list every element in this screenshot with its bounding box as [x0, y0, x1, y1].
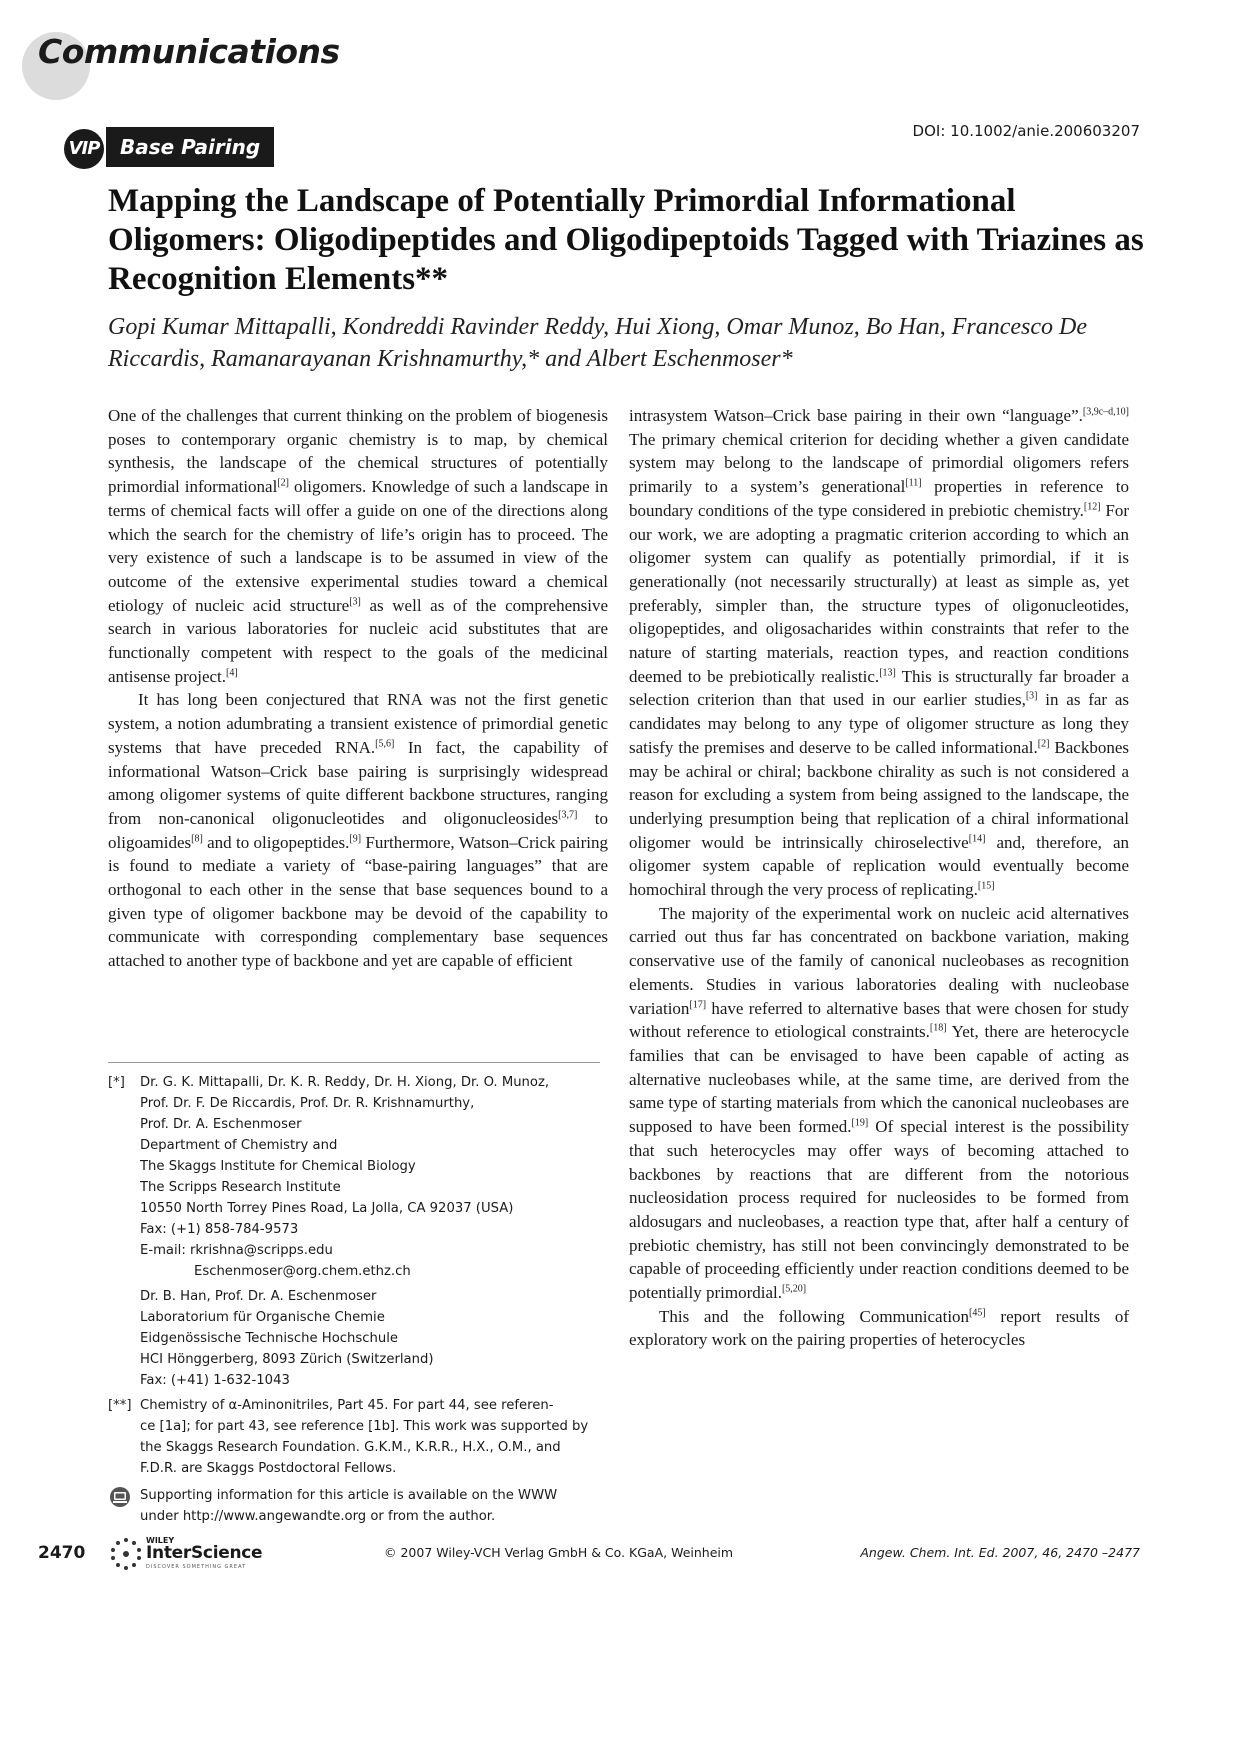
- affiliation-line: Prof. Dr. F. De Riccardis, Prof. Dr. R. Krishnamurthy,: [140, 1096, 475, 1111]
- body-column-left: [108, 404, 608, 973]
- affiliation-line: Dr. G. K. Mittapalli, Dr. K. R. Reddy, Dr. H. Xiong, Dr. O. Munoz,: [140, 1075, 550, 1090]
- affiliation-line: Eidgenössische Technische Hochschule: [140, 1331, 399, 1346]
- paragraph-text: One of the challenges that current thinking on the problem of biogenesis poses to contemporary organic chemistry is to map, by chemical synthesis, the landscape of the chemical structures of potentially primordial informational: [108, 406, 608, 497]
- paragraph-text: Furthermore, Watson–Crick pairing is found to mediate a variety of “base-pairing languages” that are orthogonal to each other in the sense that base sequences bound to a given type of oligomer backbone may be devoid of the capability to communicate with corresponding complementary base sequences attached to another type of backbone and yet are capable of efficient: [108, 832, 608, 971]
- paragraph-text: For our work, we are adopting a pragmatic criterion according to which an oligomer system can qualify as potentially primordial, if it is generationally (not necessarily structurally) at least as simple as, yet preferably, simpler than, the structure types of oligonucleotides, oligopeptides, and oligosacharides within constraints that refer to the nature of starting materials, reaction types, and reaction conditions deemed to be prebiotically realistic.: [629, 500, 1129, 686]
- ack-line: F.D.R. are Skaggs Postdoctoral Fellows.: [140, 1461, 397, 1476]
- footnote-mark: [**]: [108, 1398, 132, 1413]
- citation-ref[interactable]: [14]: [968, 833, 986, 844]
- paragraph-text: intrasystem Watson–Crick base pairing in their own “language”.: [629, 406, 1083, 425]
- citation-ref[interactable]: [2]: [1037, 738, 1050, 750]
- citation-ref[interactable]: [17]: [689, 998, 707, 1010]
- paragraph-text: The primary chemical criterion for deciding whether a given candidate system may belong to the landscape of primordial oligomers refers primarily to a system’s generational: [629, 429, 1129, 497]
- paragraph-text: as well as of the comprehensive search in various laboratories for nucleic acid substitutes that are functionally competent with respect to the goals of the medicinal antisense project.: [108, 595, 609, 686]
- body-paragraph: [108, 688, 608, 972]
- ack-line: Chemistry of α-Aminonitriles, Part 45. For part 44, see referen-: [140, 1398, 554, 1413]
- citation-ref[interactable]: [2]: [277, 477, 289, 489]
- journal-citation: Angew. Chem. Int. Ed. 2007, 46, 2470 –2477: [860, 1545, 1140, 1560]
- affiliation-line: 10550 North Torrey Pines Road, La Jolla, CA 92037 (USA): [140, 1201, 514, 1216]
- paragraph-text: in as far as candidates may belong to any type of oligomer structure as long they satisfy the premises and deserve to be called informational.: [629, 690, 1130, 757]
- paragraph-text: and to oligopeptides.: [202, 832, 350, 852]
- affiliation-line: The Skaggs Institute for Chemical Biology: [140, 1159, 416, 1174]
- author-list: Gopi Kumar Mittapalli, Kondreddi Ravinder Reddy, Hui Xiong, Omar Munoz, Bo Han, Francesco De Riccardis, Ramanarayanan Krishnamurthy,* and Albert Eschenmoser*: [108, 314, 1088, 372]
- footnotes: [108, 1072, 608, 1527]
- page-number: 2470: [38, 1543, 86, 1563]
- paragraph-text: report results of exploratory work on the pairing properties of heterocycles: [629, 1306, 1129, 1350]
- paragraph-text: Yet, there are heterocycle families that can be envisaged to have been capable of acting as alternative nucleobases while, at the same time, are derived from the same type of starting materials from which the canonical nucleobases are supposed to have been formed.: [629, 1022, 1129, 1137]
- footnote-affiliation: [108, 1072, 608, 1391]
- citation-ref[interactable]: [9]: [349, 833, 362, 844]
- footnote-mark: [*]: [108, 1075, 125, 1090]
- citation-ref[interactable]: [3]: [1025, 690, 1038, 702]
- citation-ref[interactable]: [3,9c–d,10]: [1082, 406, 1129, 418]
- body-paragraph: [629, 1305, 1129, 1352]
- affiliation-line: Prof. Dr. A. Eschenmoser: [140, 1117, 302, 1132]
- affiliation-line: Laboratorium für Organische Chemie: [140, 1310, 385, 1325]
- logo-wiley: WILEY: [146, 1536, 175, 1545]
- citation-ref[interactable]: [5,6]: [375, 738, 395, 750]
- paragraph-text: Backbones may be achiral or chiral; backbone chirality as such is not considered a reason for excluding a system from being assigned to the landscape, the underlying presumption being that replication of a chiral informational oligomer would be intrinsically chiroselective: [629, 737, 1130, 852]
- paragraph-text: This is structurally far broader a selection criterion than that used in our earlier studies,: [629, 666, 1129, 710]
- ack-line: the Skaggs Research Foundation. G.K.M., K.R.R., H.X., O.M., and: [140, 1440, 561, 1455]
- citation-ref[interactable]: [3,7]: [558, 809, 578, 821]
- computer-icon: [108, 1487, 132, 1507]
- paragraph-text: This and the following Communication: [659, 1306, 970, 1326]
- affiliation-line: Dr. B. Han, Prof. Dr. A. Eschenmoser: [140, 1289, 377, 1304]
- topic-tag: Base Pairing: [106, 127, 274, 167]
- citation-ref[interactable]: [15]: [977, 880, 995, 892]
- citation-ref[interactable]: [3]: [349, 595, 361, 607]
- supporting-info-note: [108, 1485, 608, 1527]
- citation-ref[interactable]: [13]: [879, 667, 896, 679]
- citation-ref[interactable]: [4]: [226, 667, 238, 679]
- article-title: Mapping the Landscape of Potentially Primordial Informational Oligomers: Oligodipeptides and Oligodipeptoids Tagged with Triazines as Recognition Elements**: [108, 183, 1144, 297]
- citation-ref[interactable]: [12]: [1083, 501, 1101, 513]
- footnote-divider: [108, 1062, 600, 1063]
- email-line[interactable]: Eschenmoser@org.chem.ethz.ch: [194, 1264, 411, 1279]
- ack-line: ce [1a]; for part 43, see reference [1b]. This work was supported by: [140, 1419, 589, 1434]
- interscience-globe-icon: [108, 1536, 144, 1572]
- support-line: Supporting information for this article is available on the WWW: [140, 1488, 558, 1503]
- citation-ref[interactable]: [8]: [191, 833, 203, 844]
- vip-badge: VIP: [64, 129, 104, 169]
- paragraph-text: The majority of the experimental work on nucleic acid alternatives carried out thus far has concentrated on backbone variation, making conservative use of the family of canonical nucleobases as recognition elements. Studies in various laboratories dealing with nucleobase variation: [629, 903, 1129, 1018]
- citation-ref[interactable]: [5,20]: [781, 1283, 807, 1295]
- paragraph-text: oligomers. Knowledge of such a landscape in terms of chemical facts will offer a guide on one of the directions along which the search for the chemistry of life’s origin has to proceed. The very existence of such a landscape is to be assumed in view of the outcome of the extensive experimental studies toward a chemical etiology of nucleic acid structure: [108, 477, 608, 615]
- paragraph-text: Of special interest is the possibility that such heterocycles may offer ways of becoming attached to backbones by reactions that are different from the notorious nucleosidation process required for nucleosides to be formed from aldosugars and nucleobases, a reaction type that, after half a century of prebiotic chemistry, has still not been convincingly demonstrated to be capable of proceeding efficiently under reaction conditions deemed to be potentially primordial.: [629, 1117, 1129, 1303]
- citation-ref[interactable]: [19]: [851, 1117, 869, 1129]
- interscience-logo: [108, 1536, 278, 1572]
- body-paragraph: [629, 902, 1129, 1305]
- support-line[interactable]: under http://www.angewandte.org or from the author.: [140, 1509, 496, 1524]
- body-paragraph: [629, 404, 1129, 902]
- doi[interactable]: DOI: 10.1002/anie.200603207: [912, 122, 1140, 140]
- citation-ref[interactable]: [18]: [929, 1022, 947, 1034]
- body-column-right: [629, 404, 1129, 1352]
- copyright: © 2007 Wiley-VCH Verlag GmbH & Co. KGaA, Weinheim: [384, 1545, 734, 1560]
- paragraph-text: It has long been conjectured that RNA was not the first genetic system, a notion adumbrating a transient existence of primordial genetic systems that have preceded RNA.: [108, 690, 608, 757]
- affiliation-line: Department of Chemistry and: [140, 1138, 338, 1153]
- paragraph-text: to oligoamides: [108, 808, 608, 852]
- email-line[interactable]: E-mail: rkrishna@scripps.edu: [140, 1243, 333, 1258]
- section-label: Communications: [38, 32, 340, 71]
- paragraph-text: properties in reference to boundary conditions of the type considered in prebiotic chemistry.: [629, 477, 1129, 520]
- affiliation-line: Fax: (+1) 858-784-9573: [140, 1222, 299, 1237]
- paragraph-text: have referred to alternative bases that were chosen for study without reference to etiological constraints.: [629, 998, 1129, 1042]
- logo-tagline: DISCOVER SOMETHING GREAT: [146, 1564, 247, 1570]
- footnote-acknowledgment: [108, 1395, 608, 1479]
- body-paragraph: [108, 404, 608, 688]
- paragraph-text: and, therefore, an oligomer system capable of replication would eventually become homochiral through the very process of replicating.: [629, 832, 1129, 900]
- paragraph-text: In fact, the capability of informational Watson–Crick base pairing is surprisingly widespread among oligomer systems of quite different backbone structures, ranging from non-canonical oligonucleotides and oligonucleosides: [108, 737, 608, 828]
- citation-ref[interactable]: [45]: [969, 1307, 986, 1319]
- affiliation-line: HCI Hönggerberg, 8093 Zürich (Switzerland): [140, 1352, 434, 1367]
- affiliation-line: Fax: (+41) 1-632-1043: [140, 1373, 290, 1388]
- logo-name: InterScience: [146, 1543, 263, 1563]
- citation-ref[interactable]: [11]: [905, 477, 922, 489]
- affiliation-line: The Scripps Research Institute: [140, 1180, 341, 1195]
